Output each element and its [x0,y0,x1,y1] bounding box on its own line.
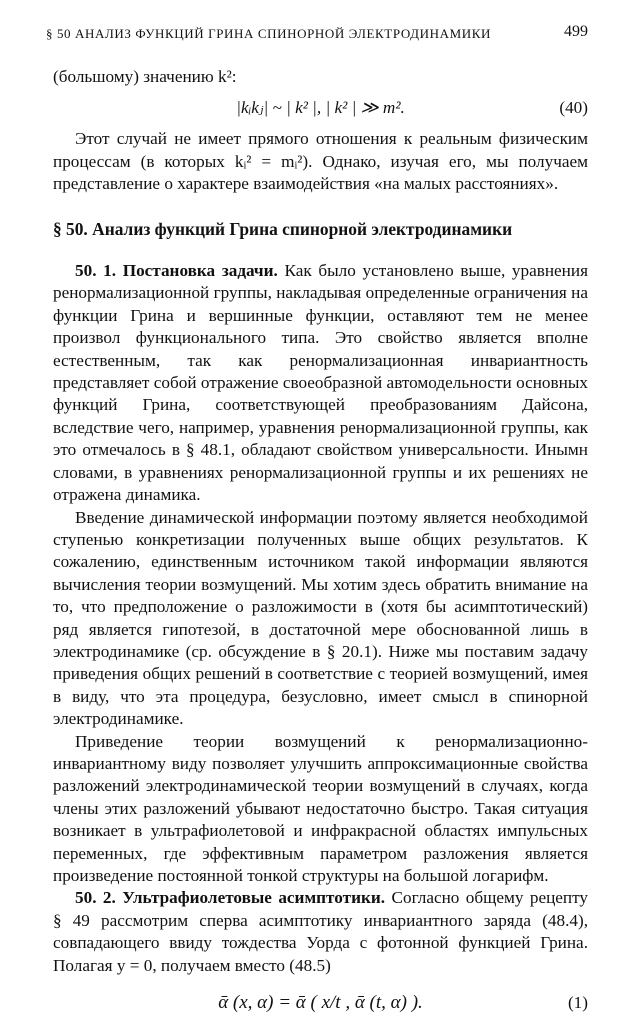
running-title: § 50 АНАЛИЗ ФУНКЦИЙ ГРИНА СПИНОРНОЙ ЭЛЕКТРОДИНАМИКИ [46,26,492,41]
subsection-title-50-1: 50. 1. Постановка задачи. [75,261,278,281]
formula-1 [53,991,588,1015]
formula-40 [53,96,588,120]
paragraph-50-2-a [53,887,588,977]
paragraph-50-1-c: Приведение теории возмущений к ренормализационно-инвариантному виду позволяет улучшить аппроксимационные свойства разложений электродинамической теории возмущений в случаях, когда члены этих разложений убывают недостаточно быстро. Такая ситуация возникает в ультрафиолетовой и инфракрасной областях импульсных переменных, где эффективным параметром разложения является произведение постоянной тонкой структуры на большой логарифм. [53,731,588,885]
paragraph-50-1-a [53,260,588,506]
page-body [53,66,588,1023]
formula-40-expression: |kᵢkⱼ| ~ | k² |, | k² | ≫ m². [236,98,405,118]
intro-line: (большому) значению k²: [53,67,237,86]
formula-1-expression: ᾱ (x, α) = ᾱ ( x/t , ᾱ (t, α) ). [218,992,423,1014]
running-header [46,23,588,42]
page-number: 499 [564,23,588,40]
formula-1-number: (1) [567,993,588,1013]
intro-paragraph: Этот случай не имеет прямого отношения к реальным физическим процессам (в которых kᵢ² = mᵢ²). Однако, изучая его, мы получаем представление о характере взаимодействия «на малых расстояниях». [53,129,588,194]
paragraph-50-1-a-text: Как было установлено выше, уравнения ренормализационной группы, накладывая определенные ограничения на функции Грина и вершинные функции, оставляют тем не менее произвол функционального типа. Это свойство является вполне естественным, так как ренормализационная инвариантность представляет собой отражение своеобразной автомодельности основных функций Грина, соответствующей преобразованиям Дайсона, вследствие чего, например, уравнения ренормализационной группы, как это отмечалось в § 48.1, обладают свойством универсальности. Инымн словами, в уравнениях ренормализационной группы и их решениях не отражена динамика. [53,261,588,505]
paragraph-50-2-a-text: Согласно общему рецепту § 49 рассмотрим сперва асимптотику инвариантного заряда (48.4), совпадающего ввиду тождества Уорда с фотонной функцией Грина. Полагая y = 0, получаем вместо (48.5) [53,888,588,975]
subsection-title-50-2: 50. 2. Ультрафиолетовые асимптотики. [75,888,386,908]
formula-40-number: (40) [559,98,588,118]
paragraph-50-1-b: Введение динамической информации поэтому является необходимой ступенью конкретизации полученных выше общих результатов. К сожалению, единственным источником такой информации являются вычисления теории возмущений. Мы хотим здесь обратить внимание на то, что предположение о разложимости в (хотя бы асимптотический) ряд является гипотезой, в достаточной мере обоснованной лишь в электродинамике (ср. обсуждение в § 20.1). Ниже мы поставим задачу приведения общих решений в соответствие с теорией возмущений, имея в виду, что эта процедура, безусловно, имеет смысл в спинорной электродинамике. [53,507,588,729]
section-heading: § 50. Анализ функций Грина спинорной электродинамики [53,218,513,239]
